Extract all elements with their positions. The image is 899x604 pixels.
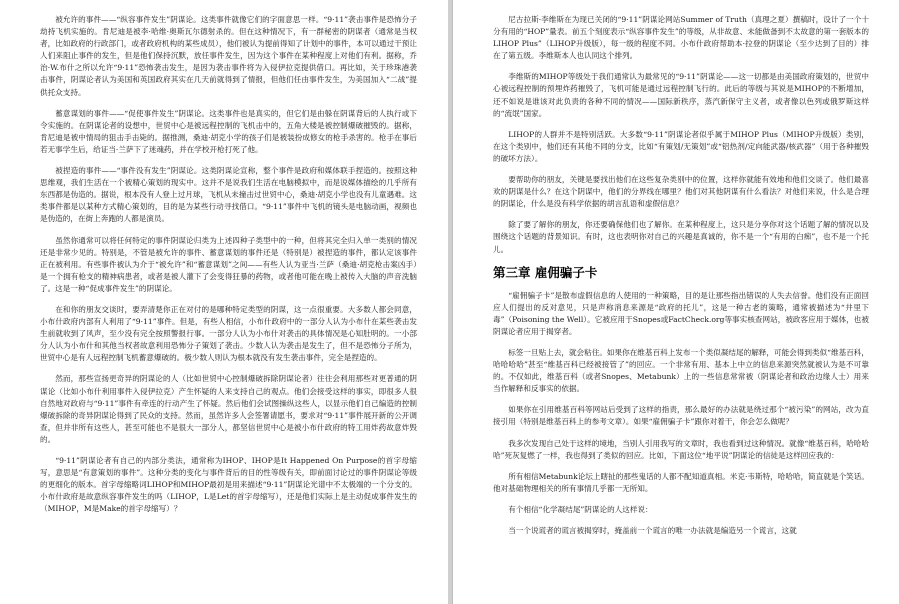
paragraph: LIHOP的人群并不是特别活跃。大多数“9·11”阴谋论者似乎属于MIHOP Plus（MIHOP升级版）类别，在这个类别中，他们还有其他不同的分支，比如“有策划/无策划”或“铝热剂/定向能武器/核武器”（用于各种摧毁的破坏方法）。 (493, 129, 869, 163)
paragraph: 蓄意谋划的事件——“促使事件发生”阴谋论。这类事件也是真实的，但它们是由躲在阴谋背后的人执行或下令实施的。在阴谋论者的设想中，世贸中心是被远程控制的飞机击中的，五角大楼是被控制爆破摧毁的。据称，肯尼迪是被中情局的狙击手击毙的。据推测，桑迪·胡克小学的孩子们是被装扮成修女的枪手杀害的。枪手在事后若无事学生后，给证当·兰萨下了迷魂药，并在学校开枪打死了他。 (40, 108, 417, 154)
paragraph: 除了要了解你的朋友，你还要确保他们也了解你。在某种程度上，这只是分享你对这个话题了解的情况以及围绕这个话题的背景知识。有时，这也表明你对自己的兴趣是真诚的，你不是一个“有用的白痴”，也不是一个托儿。 (493, 220, 869, 254)
paragraph: “9·11”阴谋论者有自己的内部分类法，通常称为IHOP、IHOP是It Happened On Purpose的首字母缩写，意思是“有意策划的事件”。这种分类的变化与事件背后的目的性等级有关，即前面讨论过的事件阴谋论等级的更细化的版本。首字母缩略词LIHOP和MIHOP最初是用来描述“9·11”阴谋论光谱中不太极端的一个分支的。小布什政府是故意纵容事件发生的吗（LIHOP，L是Let的首字母缩写），还是他们实际上是主动促成事件发生的（MIHOP，M是Make的首字母缩写）？ (40, 456, 417, 514)
paragraph: 标签一旦贴上去，就会粘住。如果你在维基百科上发布一个类似凝结尾的解释，可能会得到类似“维基百科，哈哈哈哈”甚至“维基百科已经被接管了”的回应。一个非常有用、基本上中立的信息来源突然就被认为是不可靠的。不仅如此，维基百科（或者Snopes、Metabunk）上的一些信息常常被（阴谋论者和政治边缘人士）用来当作解释和反事实的依据。 (493, 347, 869, 394)
left-page (0, 0, 449, 604)
paragraph: 有个相信“化学凝结尾”阴谋论的人这样说： (508, 504, 653, 514)
paragraph: 李维斯的MIHOP等级处于我们通常认为最常见的“9·11”阴谋论——这一切都是由美国政府策划的，世贸中心被远程控制的预埋炸药摧毁了，飞机可能是通过远程控制飞行的。此后的等级与其说是MIHOP的不断增加，还不如说是谁该对此负责的各种不同的情况——国际新秩序，蒸汽新保守主义者，或者像以色列或俄罗斯这样的“流氓”国家。 (493, 72, 869, 118)
paragraph: 尼古拉斯·李维斯在为现已关闭的“9·11”阴谋论网站Summer of Truth（真理之夏）撰稿时，设计了一个十分有用的“HOP”量表。前五个刻度表示“纵容事件发生”的等级，从非故意、未能做备到不太故意的第一套版本的LIHOP Plus”（LIHOP升级版），每一级的程度不同。小布什政府帮助本·拉登的阴谋论（至少达到了目的）排在了第五级。李维斯本人也认同这个排列。 (493, 15, 869, 61)
left-page-text-column (40, 14, 417, 524)
paragraph: 要帮助你的朋友，关键是要找出他们在这些复杂类别中的位置，这样你就能有效地和他们交谈了。他们最喜欢的阴谋是什么？在这个阴谋中，他们的分界线在哪里？他们对其他阴谋有什么看法？对他们来说，什么是合理的阴谋论，什么是没有科学依据的胡言乱语和虚假信息？ (493, 175, 869, 209)
paragraph: 然而，那些宣扬更奇异的阴谋论的人（比如世贸中心控制爆破拆除阴谋论者）往往会利用那些对更普通的阴谋论（比如小布什利用事件入侵伊拉克）产生怀疑的人来支持自己的观点。他们会接受这样的事实，即很多人很自然地对政府与“9·11”事件有牵连的行动产生了怀疑。然后他们会试图操纵这些人，以显示他们自己编造的控制爆破拆除的奇异阴谋论得到了民众的支持。然而，虽然许多人会签署请愿书，要求对“9·11”事件展开新的公开调查，但并非所有这些人，甚至可能也不是很大一部分人，都坚信世贸中心是被小布什政府的特工用炸药故意炸毁的。 (40, 374, 417, 444)
paragraph: 在和你的朋友交谈时，要弄清楚你正在对付的是哪种特定类型的阴谋，这一点很重要。大多数人都会同意，小布什政府内部有人利用了“9·11”事件。但是，有些人相信，小布什政府中的一部分人认为小布什在某些袭击发生前就收到了风声，至少没有完全按照警报行事。一部分人认为小布什对袭击的具体情况是心知肚明的。一小部分人认为小布什和其他当权者故意利用恐怖分子策划了袭击。少数人认为袭击是发生了，但不是恐怖分子所为，世贸中心是有人远程控制飞机蓄意爆破的。极少数人则认为根本就没有发生袭击事件，完全是捏造的。 (40, 304, 417, 363)
paragraph: 虽然你通常可以将任何特定的事件阴谋论归类为上述四种子类型中的一种，但将其完全归入单一类别的情况还是非常少见的。特别是，不管是被允许的事件、蓄意谋划的事件还是（特别是）被捏造的事件，都认定该事件正在被利用。有些事件被认为介于“被允许”和“蓄意谋划”之间——有些人认为亚当·兰萨（桑迪·胡克枪击案凶手）是一个拥有枪支的精神病患者，或者是被人灌下了会变得狂暴的药物，或者他可能在晚上被传入大脑的声音洗脑了。这是一种“促成事件发生”的阴谋论。 (40, 235, 417, 293)
paragraph: 我多次发现自己处于这样的境地，当别人引用我写的文章时，我也看到过这种情况。就像“维基百科，哈哈哈哈”死灰复燃了一样，我也得到了类似的回应。比如，下面这位“地平说”阴谋论的信徒是这样回应我的： (493, 438, 869, 460)
right-page (452, 0, 899, 604)
paragraph: 被允许的事件——“纵容事件发生”阴谋论。这类事件就像它们的字面意思一样。“9·11”袭击事件是恐怖分子劫持飞机实施的。肯尼迪是被李·哈维·奥斯瓦尔德射杀的。但在这种情况下，有一群秘密的阴谋者（通常是当权者，比如政府的行政部门，或者政府机构的某些成员），他们被认为提前得知了计划中的事件，本可以通过干预让人们来阻止事件的发生，但是他们保持沉默，放任事件发生，因为这个事件在某种程度上对他们有利。据称，乔治·W.布什之所以允许“9·11”恐怖袭击发生，是因为袭击事件将为入侵伊拉克提供借口。再比如，关于珍珠港袭击事件，阴谋论者认为美国和英国政府其实在几天前就得到了情报，但他们任由事件发生，为美国加入“二战”提供托众支持。 (40, 15, 417, 97)
chapter-title: 第三章 雇佣骗子卡 (493, 264, 598, 280)
paragraph: 如果你在引用维基百科等网站后受到了这样的指责，那么最好的办法就是绕过那个“被污染”的网站，改为直接引用（特别是维基百科上的参考文章）。如果“雇佣骗子卡”跟你对着干，你会怎么做呢？ (493, 405, 869, 427)
paragraph: 所有相信Metabunk论坛上瞎扯的那些鬼话的人都不配知道真相。米克·韦斯特，哈哈哈，简直就是个笑话。他对基础物理相关的所有事情几乎都一无所知。 (493, 471, 869, 493)
paragraph: 当一个说谎者的谎言被揭穿时，掩盖前一个谎言的唯一办法就是编造另一个谎言，这就 (508, 526, 797, 535)
paragraph: “雇佣骗子卡”是散布虚假信息的人使用的一种策略，目的是让那些指出错误的人失去信誉。他们没有正面回应人们提出的反对意见，只是声称消息来源是“政府的托儿”，这是一种古老的策略，通常被描述为“井里下毒”（Poisoning the Well）。它被应用于Snopes或FactCheck.org等事实核查网站，被政客应用于媒体，也被阴谋论者应用于揭穿者。 (493, 290, 869, 336)
paragraph: 被捏造的事件——“事件没有发生”阴谋论。这类阴谋论宣称，整个事件是政府和媒体联手捏造的。按照这种思维观，我们生活在一个被精心策划的现实中。这并不是说我们生活在电脑模拟中，而是说媒体描绘的几乎所有东西都是伪造的。据说，根本没有人登上过月球，飞机从未撞击过世贸中心，桑迪·胡克小学也没有儿童遇难。这类事件都是以某种方式精心策划的，目的是为某些行动寻找借口。“9·11”事件中飞机的镜头是电脑动画，视频也是伪造的，在街上奔跑的人都是演员。 (40, 166, 417, 224)
right-page-text-column (493, 14, 869, 546)
